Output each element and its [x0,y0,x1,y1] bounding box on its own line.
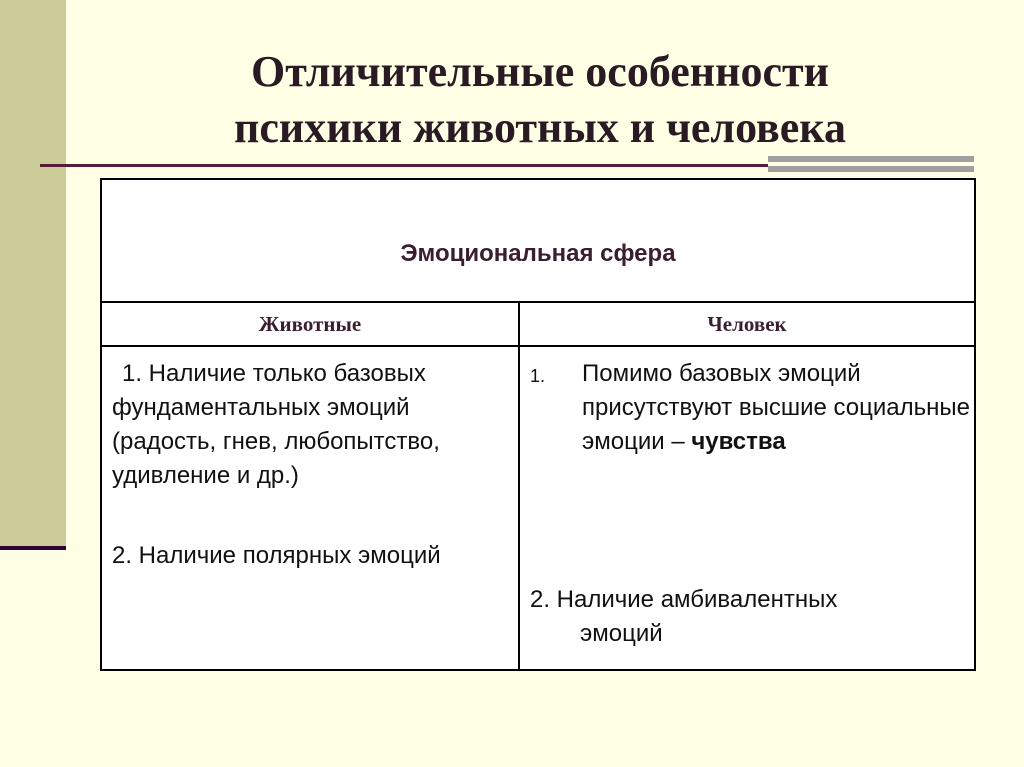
human-item-1-text: Помимо базовых эмоций присутствуют высшие социальные эмоции – [582,360,970,455]
side-decor-bar [0,0,66,548]
animals-item-2: 2. Наличие полярных эмоций [112,542,441,569]
human-item-2-line-1: 2. Наличие амбивалентных [530,586,838,613]
title-line-1: Отличительные особенности [251,47,829,96]
table-header-sphere: Эмоциональная сфера [101,179,975,302]
title-line-2: психики животных и человека [233,103,846,152]
animals-item-1-rest: фундаментальных эмоций (радость, гнев, любопытство, удивление и др.) [112,394,440,489]
human-item-2 [530,583,970,651]
slide-title [100,44,980,156]
column-header-human: Человек [519,302,975,346]
human-item-2-line-2: эмоций [580,620,663,647]
human-item-1-bold: чувства [691,428,786,455]
animals-item-1-first-line: 1. Наличие только базовых [122,360,426,387]
comparison-table [100,178,976,671]
human-item-1 [530,357,970,459]
human-item-1-number: 1. [530,366,546,386]
title-underline-stripes [768,156,974,176]
human-cell [519,346,975,670]
side-decor-line [0,546,66,550]
animals-item-1 [112,357,512,493]
animals-cell [101,346,519,670]
column-header-animals: Животные [101,302,519,346]
title-underline [40,164,770,167]
